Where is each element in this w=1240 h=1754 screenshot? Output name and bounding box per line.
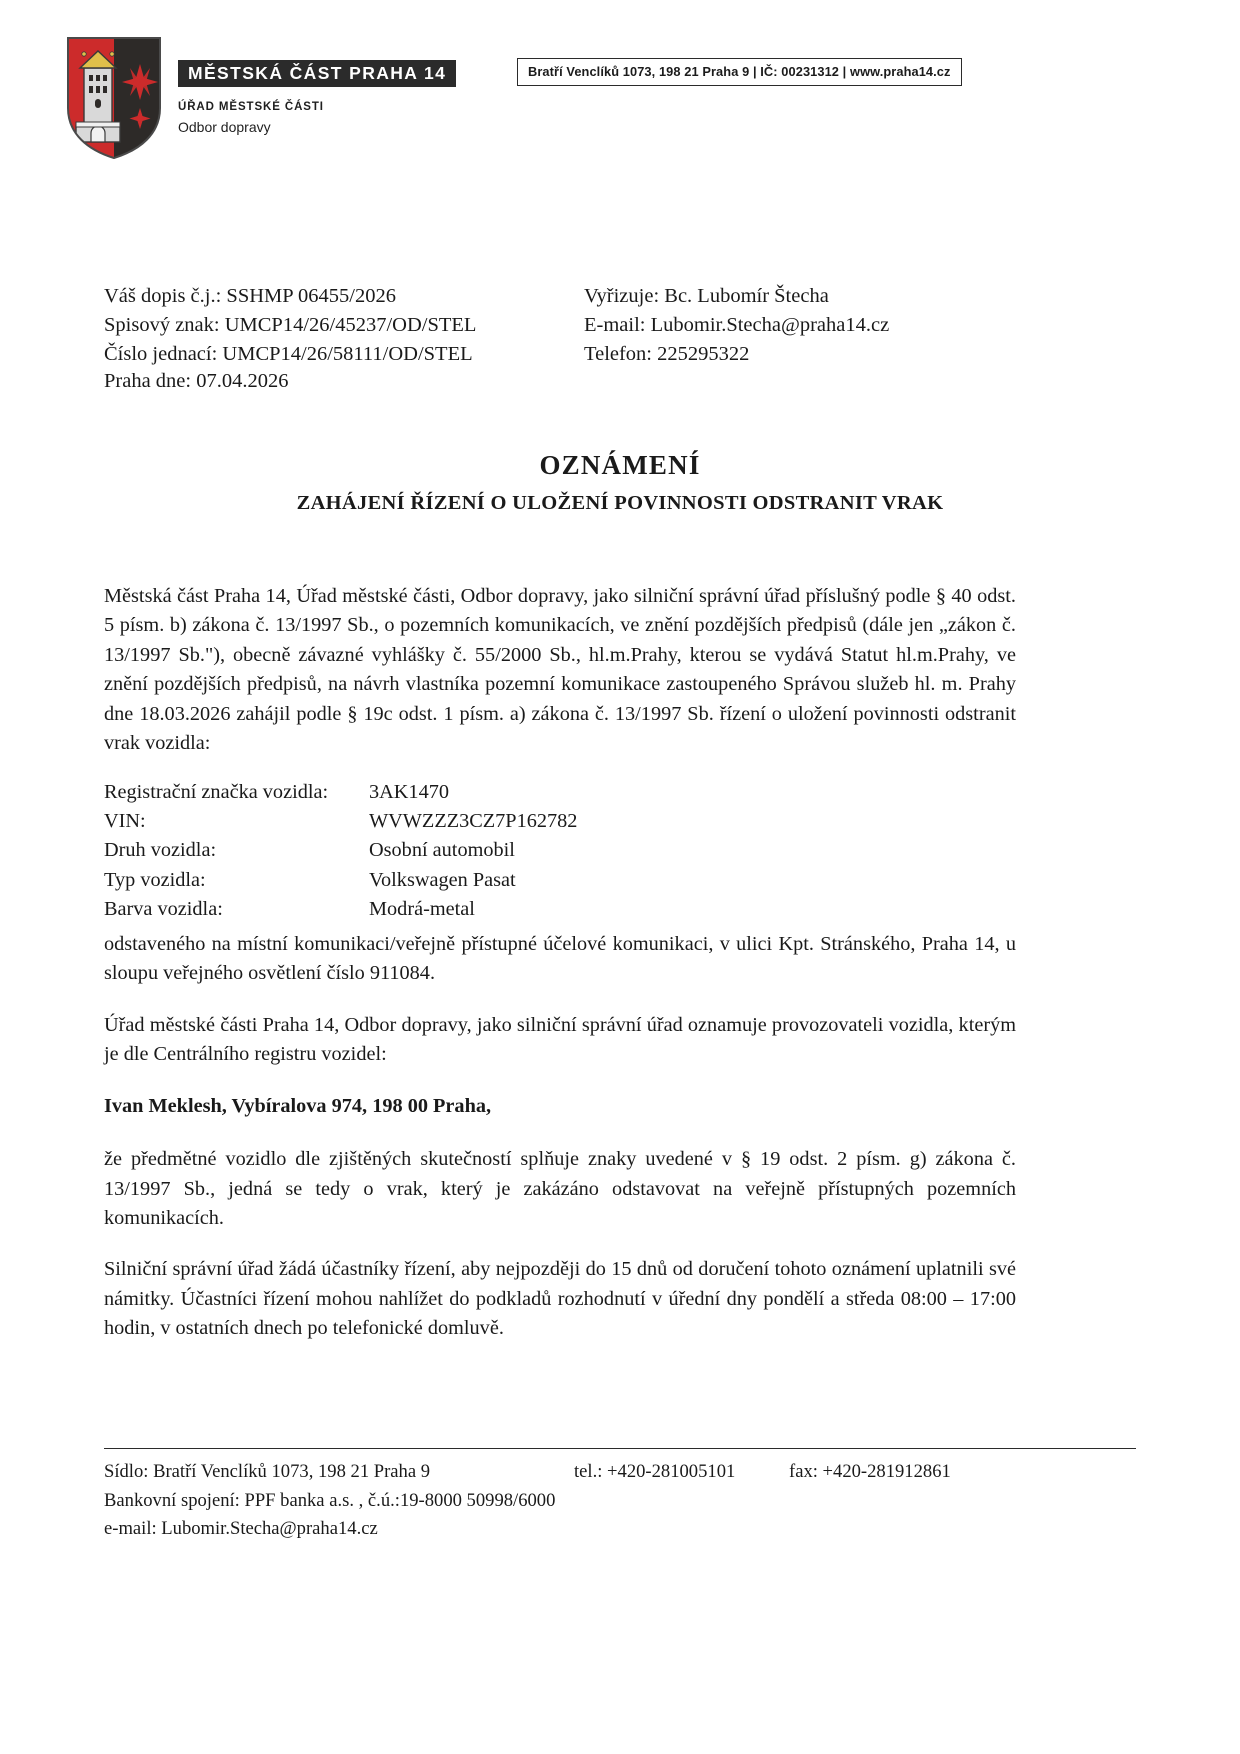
paragraph-notice-to-operator: Úřad městské části Praha 14, Odbor dopravy, jako silniční správní úřad oznamuje provozovateli vozidla, kterým je dle Centrálního registru vozidel: (104, 1013, 1016, 1066)
paragraph-intro: Městská část Praha 14, Úřad městské části, Odbor dopravy, jako silniční správní úřad příslušný podle § 40 odst. 5 písm. b) zákona č. 13/1997 Sb., o pozemních komunikacích, ve znění pozdějších předpisů (dále jen „zákon č. 13/1997 Sb."), obecně závazné vyhlášky č. 55/2000 Sb., hl.m.Prahy, kterou se vydává Statut hl.m.Prahy, ve znění pozdějších předpisů, na návrh vlastníka pozemní komunikace zastoupeného Správou služeb hl. m. Prahy dne 18.03.2026 zahájil podle § 19c odst. 1 písm. a) zákona č. 13/1997 Sb. řízení o uložení povinnosti odstranit vrak vozidla: (104, 585, 1016, 755)
table-row (104, 866, 804, 895)
header-address-box: Bratří Venclíků 1073, 198 21 Praha 9 | IČ: 00231312 | www.praha14.cz (517, 58, 962, 86)
vehicle-details-table (104, 778, 804, 924)
vehicle-label-color: Barva vozidla: (104, 897, 223, 920)
brand-block (178, 60, 456, 135)
document-subtitle: ZAHÁJENÍ ŘÍZENÍ O ULOŽENÍ POVINNOSTI ODSTRANIT VRAK (296, 492, 944, 514)
table-row (104, 807, 804, 836)
reference-email: E-mail: Lubomir.Stecha@praha14.cz (584, 314, 890, 337)
vehicle-value-plate: 3AK1470 (369, 781, 449, 803)
vehicle-label-kind: Druh vozidla: (104, 839, 217, 862)
paragraph-objection-deadline: Silniční správní úřad žádá účastníky řízení, aby nejpozději do 15 dnů od doručení tohoto oznámení uplatnili své námitky. Účastníci řízení mohou nahlížet do podkladů rozhodnutí v úřední dny pondělí a středa 08:00 – 17:00 hodin, v ostatních dnech po telefonické domluvě. (104, 1258, 1016, 1340)
reference-block (104, 282, 1114, 369)
footer-divider (104, 1448, 1136, 1449)
reference-left-column (104, 282, 584, 369)
vehicle-value-vin: WVWZZZ3CZ7P162782 (369, 810, 578, 833)
brand-subtitle-department: Odbor dopravy (178, 119, 271, 136)
footer-registered-office: Sídlo: Bratří Venclíků 1073, 198 21 Praha 9 (104, 1461, 431, 1482)
paragraph-wreck-finding: že předmětné vozidlo dle zjištěných skutečností splňuje znaky uvedené v § 19 odst. 2 písm. g) zákona č. 13/1997 Sb., jedná se tedy o vrak, který je zakázáno odstavovat na veřejně přístupných pozemních komunikacích. (104, 1148, 1016, 1229)
vehicle-label-vin: VIN: (104, 810, 146, 833)
brand-title: MĚSTSKÁ ČÁST PRAHA 14 (178, 60, 456, 87)
body-intro (104, 582, 1016, 777)
document-title: OZNÁMENÍ (539, 450, 701, 480)
reference-case-number: Číslo jednací: UMCP14/26/58111/OD/STEL (104, 343, 473, 366)
document-header (0, 28, 1240, 148)
table-row (104, 778, 804, 807)
vehicle-value-kind: Osobní automobil (369, 839, 515, 862)
reference-phone: Telefon: 225295322 (584, 343, 750, 366)
brand-subtitle-office: ÚŘAD MĚSTSKÉ ČÁSTI (178, 101, 324, 114)
paragraph-location: odstaveného na místní komunikaci/veřejně přístupné účelové komunikaci, v ulici Kpt. Stránského, Praha 14, u sloupu veřejného osvětlení číslo 911084. (104, 933, 1016, 985)
reference-your-letter: Váš dopis č.j.: SSHMP 06455/2026 (104, 285, 396, 307)
footer-bank-account: Bankovní spojení: PPF banka a.s. , č.ú.:19-8000 50998/6000 (104, 1489, 556, 1511)
reference-handled-by: Vyřizuje: Bc. Lubomír Štecha (584, 285, 829, 307)
footer-fax: fax: +420-281912861 (789, 1461, 951, 1482)
body-remainder (104, 930, 1016, 1366)
coat-of-arms-icon (62, 34, 166, 160)
place-and-date: Praha dne: 07.04.2026 (104, 370, 289, 392)
vehicle-value-color: Modrá-metal (369, 897, 475, 920)
reference-file-mark: Spisový znak: UMCP14/26/45237/OD/STEL (104, 314, 477, 337)
document-footer (104, 1458, 1136, 1543)
table-row (104, 895, 804, 924)
vehicle-operator-name: Ivan Meklesh, Vybíralova 974, 198 00 Praha, (104, 1094, 492, 1117)
footer-email: e-mail: Lubomir.Stecha@praha14.cz (104, 1518, 378, 1540)
vehicle-label-plate: Registrační značka vozidla: (104, 781, 329, 803)
vehicle-label-type: Typ vozidla: (104, 868, 206, 891)
footer-telephone: tel.: +420-281005101 (574, 1461, 736, 1482)
table-row (104, 836, 804, 865)
reference-right-column (584, 282, 1064, 369)
vehicle-value-type: Volkswagen Pasat (369, 868, 516, 891)
